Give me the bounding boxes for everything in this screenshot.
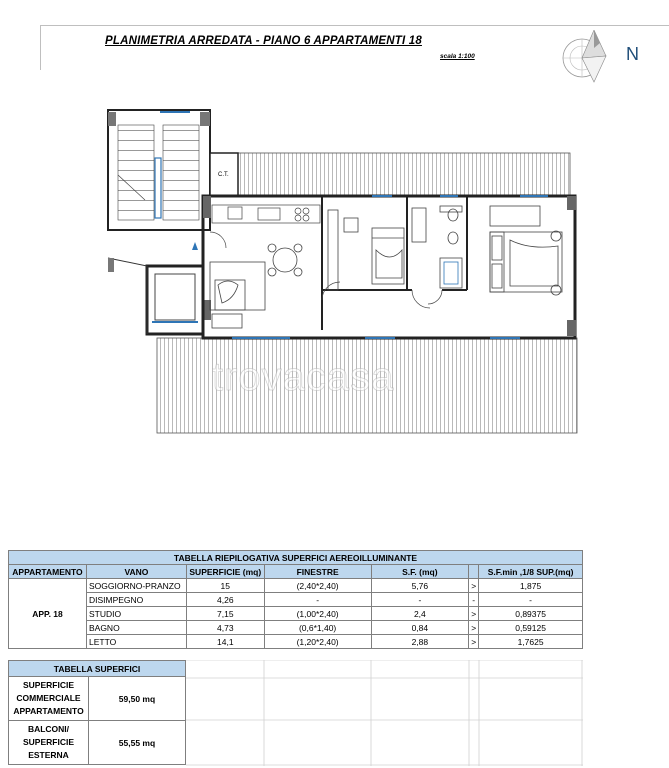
vano-cell: DISIMPEGNO [86, 593, 186, 607]
superficie-cell: 4,73 [186, 621, 264, 635]
table-row [9, 579, 583, 593]
sfmin-cell: 1,7625 [479, 635, 583, 649]
finestre-cell: (1,00*2,40) [264, 607, 371, 621]
dining-table [268, 244, 302, 276]
column-header: APPARTAMENTO [9, 565, 87, 579]
superficie-cell: 14,1 [186, 635, 264, 649]
superficie-cell: 4,26 [186, 593, 264, 607]
sf-cell: 5,76 [371, 579, 469, 593]
comparison-cell: > [469, 621, 479, 635]
watermark: trovacasa [212, 355, 395, 399]
plan-title: PLANIMETRIA ARREDATA - PIANO 6 APPARTAMENTI 18 [105, 35, 422, 47]
empty-table-grid [186, 660, 583, 766]
table-row [9, 607, 583, 621]
entrance-arrow-icon [192, 242, 198, 250]
summary-table-caption: TABELLA RIEPILOGATIVA SUPERFICI AEREOILLUMINANTE [9, 551, 583, 565]
sf-cell: 0,84 [371, 621, 469, 635]
sfmin-cell: 0,59125 [479, 621, 583, 635]
superficie-cell: 15 [186, 579, 264, 593]
commercial-surface-value: 59,50 mq [89, 677, 186, 721]
table-row [9, 593, 583, 607]
apartment-walls [203, 196, 576, 338]
sf-cell: 2,88 [371, 635, 469, 649]
external-surface-label: BALCONI/ SUPERFICIE ESTERNA [9, 721, 89, 765]
superficie-cell: 7,15 [186, 607, 264, 621]
sf-cell: - [371, 593, 469, 607]
finestre-cell: (0,6*1,40) [264, 621, 371, 635]
finestre-cell: (2,40*2,40) [264, 579, 371, 593]
column-header: S.F.min ,1/8 SUP.(mq) [479, 565, 583, 579]
stairwell [108, 110, 210, 230]
finestre-cell: (1,20*2,40) [264, 635, 371, 649]
finestre-cell: - [264, 593, 371, 607]
living-area [210, 262, 265, 328]
comparison-cell: > [469, 579, 479, 593]
bathroom [412, 206, 462, 288]
windows [232, 196, 548, 338]
commercial-surface-label: SUPERFICIE COMMERCIALE APPARTAMENTO [9, 677, 89, 721]
apartment-cell: APP. 18 [9, 579, 87, 649]
comparison-cell: > [469, 607, 479, 621]
vano-cell: BAGNO [86, 621, 186, 635]
sf-cell: 2,4 [371, 607, 469, 621]
north-label: N [626, 44, 639, 64]
studio-room [328, 210, 404, 290]
external-surface-value: 55,55 mq [89, 721, 186, 765]
vano-cell: STUDIO [86, 607, 186, 621]
column-header: SUPERFICIE (mq) [186, 565, 264, 579]
room-label-ct: C.T. [218, 172, 229, 178]
scale-label: scala 1:100 [440, 53, 475, 60]
comparison-cell: > [469, 635, 479, 649]
elevator-box [108, 258, 203, 334]
sfmin-cell: 1,875 [479, 579, 583, 593]
summary-table [8, 550, 583, 649]
bedroom [490, 206, 562, 295]
column-header: FINESTRE [264, 565, 371, 579]
column-header: S.F. (mq) [371, 565, 469, 579]
sfmin-cell: - [479, 593, 583, 607]
column-header: VANO [86, 565, 186, 579]
table-row [9, 621, 583, 635]
surface-table-caption: TABELLA SUPERFICI [9, 661, 186, 677]
sfmin-cell: 0,89375 [479, 607, 583, 621]
vano-cell: LETTO [86, 635, 186, 649]
table-row [9, 635, 583, 649]
comparison-cell: - [469, 593, 479, 607]
column-header [469, 565, 479, 579]
vano-cell: SOGGIORNO-PRANZO [86, 579, 186, 593]
terrace-north [238, 153, 570, 196]
surface-table [8, 660, 186, 765]
kitchen [212, 205, 320, 223]
